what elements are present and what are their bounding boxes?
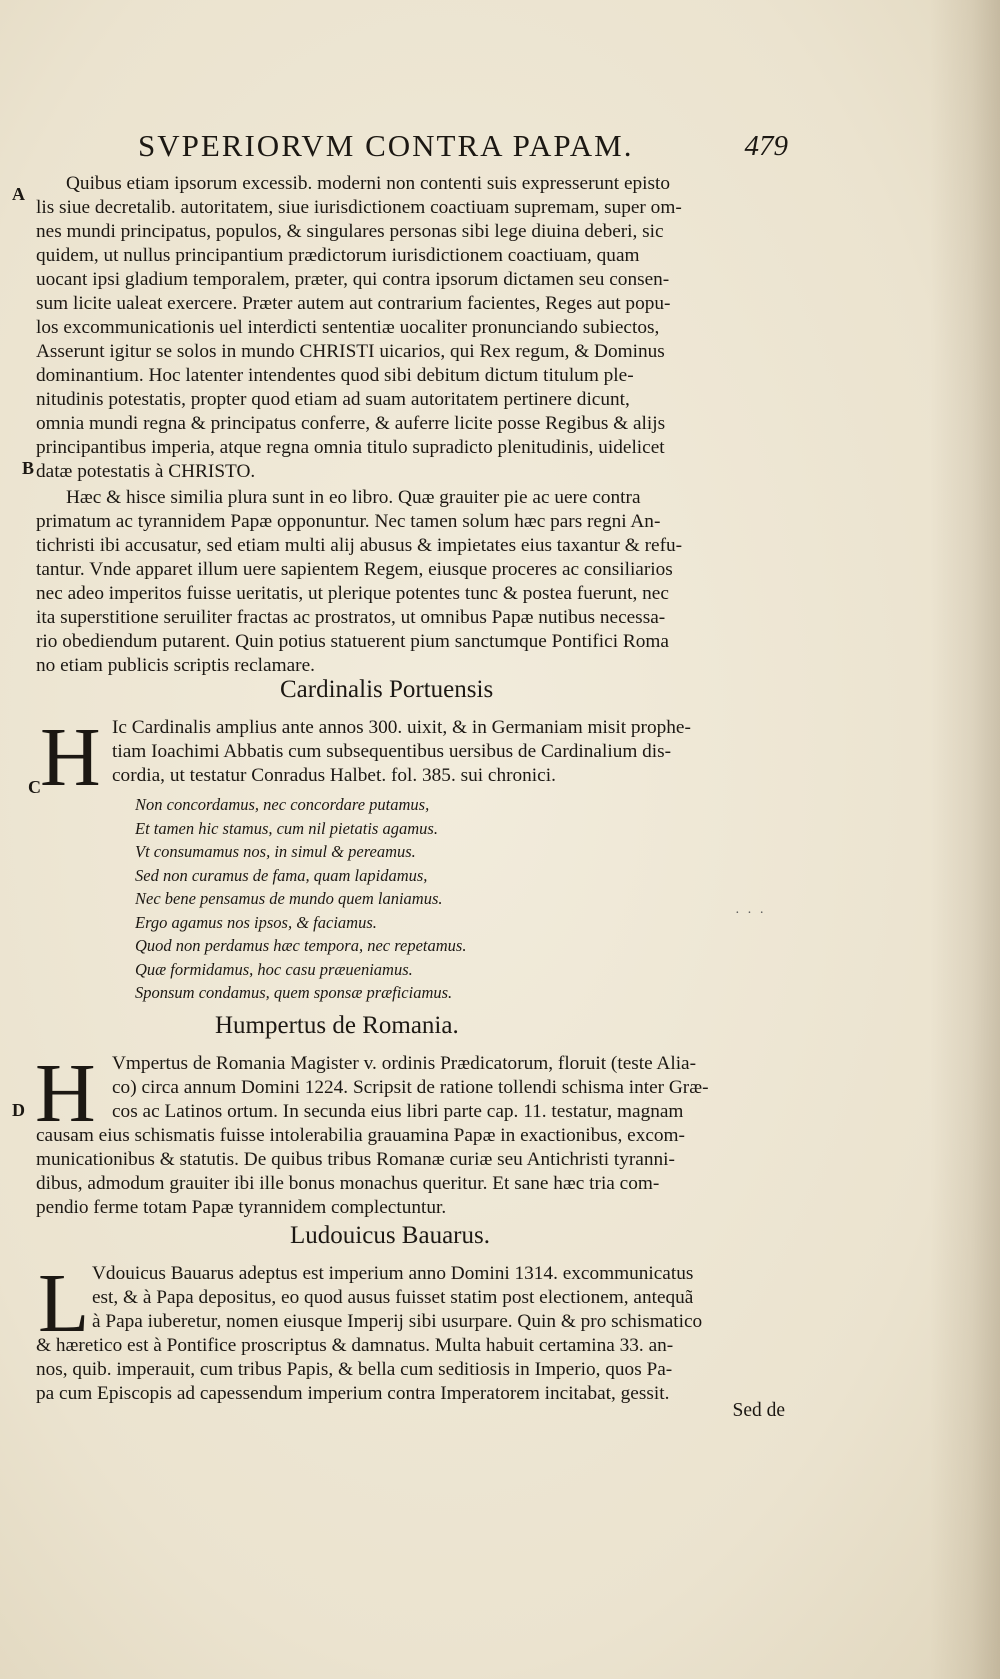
text-line: cos ac Latinos ortum. In secunda eius libri parte cap. 11. testatur, magnam: [112, 1101, 684, 1122]
humpertus-text: [36, 1124, 780, 1220]
text-line: & hæretico est à Pontifice proscriptus & damnatus. Multa habuit certamina 33. an-: [36, 1335, 674, 1356]
folio-number: 479: [744, 130, 788, 162]
text-line: ita superstitione seruiliter fractas ac prostratos, ut omnibus Papæ nutibus necessa-: [36, 607, 666, 628]
text-line: Vmpertus de Romania Magister v. ordinis Prædicatorum, floruit (teste Alia-: [112, 1053, 697, 1074]
text-line: no etiam publicis scriptis reclamare.: [36, 655, 315, 676]
text-line: municationibus & statutis. De quibus tribus Romanæ curiæ seu Antichristi tyranni-: [36, 1149, 675, 1170]
section-heading-portuensis: Cardinalis Portuensis: [280, 676, 494, 703]
verse-line: Quod non perdamus hæc tempora, nec repetamus.: [135, 936, 467, 955]
text-line: dibus, admodum grauiter ibi ille bonus monachus queritur. Et sane hæc tria com-: [36, 1173, 660, 1194]
margin-letter-b: B: [22, 458, 35, 478]
catchword: Sed de: [732, 1400, 785, 1421]
verse-line: Sponsum condamus, quem sponsæ præficiamus.: [135, 983, 453, 1002]
dropcap-h: H: [35, 1047, 96, 1140]
running-title: SVPERIORVM CONTRA PAPAM.: [138, 128, 634, 163]
text-line: causam eius schismatis fuisse intolerabilia grauamina Papæ in exactionibus, excom-: [36, 1125, 685, 1146]
verse-line: Nec bene pensamus de mundo quem laniamus.: [135, 889, 443, 908]
paragraph-block-2: [36, 486, 780, 678]
humpertus-cap-text: [112, 1052, 782, 1124]
text-line: los excommunicationis uel interdicti sententiæ uocaliter pronunciando subiectos,: [36, 317, 660, 338]
text-line: tiam Ioachimi Abbatis cum subsequentibus uersibus de Cardinalium dis-: [112, 741, 672, 762]
text-line: omnia mundi regna & principatus conferre, & auferre licite posse Regibus & alijs: [36, 413, 666, 434]
text-line: quidem, ut nullus principantium prædictorum iurisdictionem coactiuam, quam: [36, 245, 640, 266]
text-line: nos, quib. imperauit, cum tribus Papis, & bella cum seditiosis in Imperio, quos Pa-: [36, 1359, 673, 1380]
verse-line: Sed non curamus de fama, quam lapidamus,: [135, 865, 428, 885]
text-line: nitudinis potestatis, propter quod etiam ad suam autoritatem pertinere dicunt,: [36, 389, 630, 410]
verse-line: Quæ formidamus, hoc casu præueniamus.: [135, 959, 413, 979]
text-line: sum licite ualeat exercere. Præter autem aut contrarium facientes, Reges aut popu-: [36, 293, 671, 314]
text-line: est, & à Papa depositus, eo quod ausus fuisset statim post electionem, antequã: [92, 1287, 694, 1308]
paragraph-block-1: [36, 172, 780, 484]
dropcap-h: H: [40, 711, 101, 804]
verse-line: Non concordamus, nec concordare putamus,: [135, 795, 430, 814]
dropcap-l: L: [38, 1257, 90, 1350]
section-heading-ludouicus: Ludouicus Bauarus.: [290, 1222, 490, 1249]
portuensis-text: [112, 716, 782, 788]
text-line: principantibus imperia, atque regna omnia titulo supradicto plenitudinis, uidelicet: [36, 437, 665, 458]
text-line: Quibus etiam ipsorum excessib. moderni non contenti suis expresserunt episto: [66, 173, 671, 194]
text-line: primatum ac tyrannidem Papæ opponuntur. Nec tamen solum hæc pars regni An-: [36, 511, 661, 532]
margin-letter-a: A: [12, 184, 25, 204]
text-line: datæ potestatis à CHRISTO.: [36, 461, 256, 482]
margin-letter-d: D: [12, 1100, 25, 1120]
verse-line: Et tamen hic stamus, cum nil pietatis agamus.: [135, 818, 438, 838]
text-line: dominantium. Hoc latenter intendentes quod sibi debitum dictum titulum ple-: [36, 365, 634, 386]
text-line: pa cum Episcopis ad capessendum imperium contra Imperatorem incitabat, gessit.: [36, 1383, 670, 1404]
text-line: rio obediendum putarent. Quin potius statuerent pium sanctumque Pontifici Roma: [36, 631, 669, 652]
ink-speckles: · · ·: [735, 906, 766, 921]
text-line: nec adeo imperitos fuisse ueritatis, ut plerique potentes tunc & postea fuerunt, nec: [36, 583, 669, 604]
ludouicus-text: [36, 1334, 780, 1406]
text-line: pendio ferme totam Papæ tyrannidem complectuntur.: [36, 1197, 447, 1218]
text-line: tantur. Vnde apparet illum uere sapientem Regem, eiusque proceres ac consiliarios: [36, 559, 673, 580]
text-line: Hæc & hisce similia plura sunt in eo libro. Quæ grauiter pie ac uere contra: [66, 487, 641, 508]
running-header: [138, 128, 788, 168]
ludouicus-cap-text: [92, 1262, 782, 1334]
text-line: nes mundi principatus, populos, & singulares personas sibi lege diuina deberi, sic: [36, 221, 664, 242]
text-line: Vdouicus Bauarus adeptus est imperium anno Domini 1314. excommunicatus: [92, 1263, 694, 1284]
text-line: tichristi ibi accusatur, sed etiam multi alij abusus & impietates eius taxantur & refu-: [36, 535, 683, 556]
text-line: cordia, ut testatur Conradus Halbet. fol. 385. sui chronici.: [112, 765, 556, 786]
text-line: uocant ipsi gladium temporalem, præter, qui contra ipsorum dictamen seu consen-: [36, 269, 670, 290]
verse-line: Ergo agamus nos ipsos, & faciamus.: [135, 912, 377, 932]
text-line: à Papa iuberetur, nomen eiusque Imperij sibi usurpare. Quin & pro schismatico: [92, 1311, 703, 1332]
text-line: co) circa annum Domini 1224. Scripsit de ratione tollendi schisma inter Græ-: [112, 1077, 709, 1098]
margin-letter-c: C: [28, 777, 41, 797]
text-line: lis siue decretalib. autoritatem, siue iurisdictionem coactiuam supremam, super om-: [36, 197, 682, 218]
text-line: Ic Cardinalis amplius ante annos 300. uixit, & in Germaniam misit prophe-: [112, 717, 691, 738]
verse-line: Vt consumamus nos, in simul & pereamus.: [135, 842, 416, 861]
verse-block: [135, 793, 466, 1005]
section-heading-humpertus: Humpertus de Romania.: [215, 1012, 459, 1039]
text-line: Asserunt igitur se solos in mundo CHRISTI uicarios, qui Rex regum, & Dominus: [36, 341, 665, 362]
page-edge-shadow: [930, 0, 1000, 1679]
